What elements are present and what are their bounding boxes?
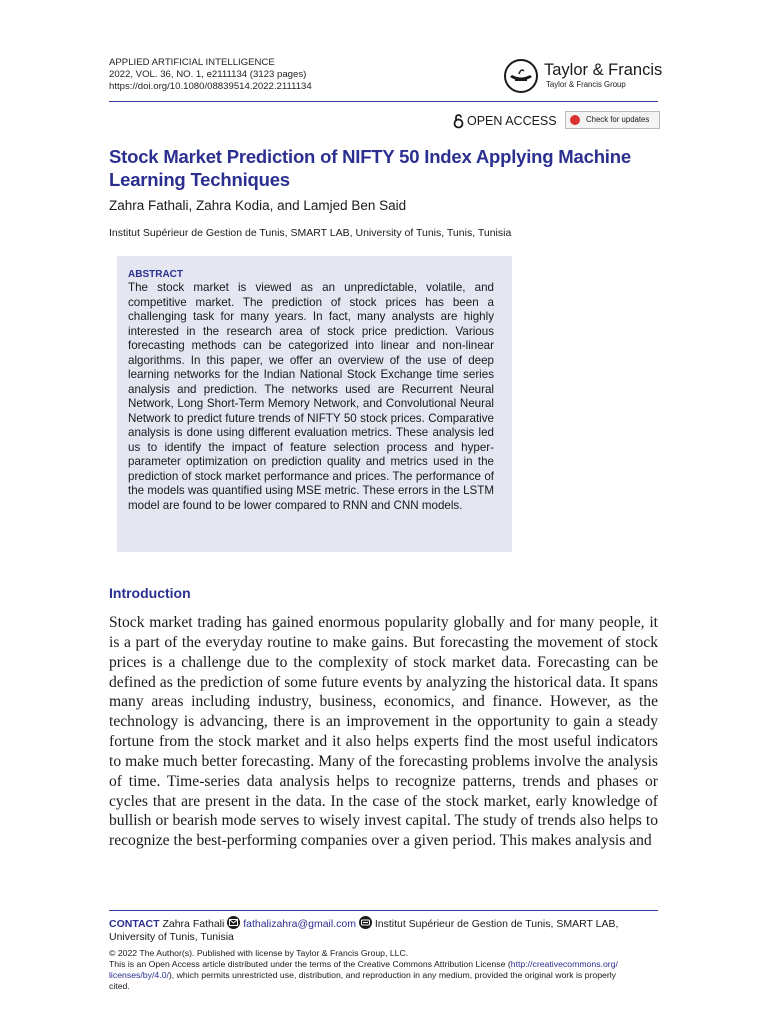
license-pre: This is an Open Access article distributed under the terms of the Creative Commons Attribution License (: [109, 959, 511, 969]
publisher-sub: Taylor & Francis Group: [546, 80, 626, 89]
license-text: [109, 959, 661, 992]
footer-rule: [109, 910, 658, 911]
title-line-1: Stock Market Prediction of NIFTY 50 Index Applying Machine: [109, 146, 631, 167]
license-post-1: ), which permits unrestricted use, distribution, and reproduction in any medium, provided the original work is properly: [168, 970, 617, 980]
abstract-heading: ABSTRACT: [128, 269, 183, 280]
contact-address-line2: University of Tunis, Tunisia: [109, 931, 234, 943]
contact-email-link[interactable]: fathalizahra@gmail.com: [243, 918, 356, 930]
license-link-part1[interactable]: http://creativecommons.org/: [510, 959, 618, 969]
open-access-icon: [453, 113, 464, 134]
affiliation: Institut Supérieur de Gestion de Tunis, SMART LAB, University of Tunis, Tunis, Tunisia: [109, 227, 512, 239]
check-updates-icon: [570, 115, 580, 125]
contact-label: CONTACT: [109, 918, 160, 930]
check-updates-label: Check for updates: [586, 115, 650, 124]
doi-link[interactable]: https://doi.org/10.1080/08839514.2022.2111134: [109, 81, 312, 92]
journal-name: APPLIED ARTIFICIAL INTELLIGENCE: [109, 57, 275, 68]
license-post-2: cited.: [109, 981, 130, 991]
introduction-text: Stock market trading has gained enormous popularity globally and for many people, it is a part of the everyday routine to make gains. But forecasting the movement of stock prices is a challenge due to the complexity of stock market data. Forecasting can be defined as the prediction of some future events by analyzing the historical data. It spans many areas including industry, business, economics, and finance. However, as the technology is advancing, there is an improvement in the opportunity to gain a steady fortune from the stock market and it also helps experts find the most useful indicators to make much better forecasting. Many of the forecasting problems involve the analysis of time. Time-series data analysis helps to recognize patterns, trends and phases or cycles that are present in the data. In the case of the stock market, early knowledge of bullish or bearish mode serves to wisely invest capital. The study of trends also helps to recognize the best-performing companies over a given period. This makes analysis and: [109, 614, 658, 850]
authors: Zahra Fathali, Zahra Kodia, and Lamjed Ben Said: [109, 198, 407, 213]
email-icon: [227, 916, 240, 929]
abstract-text: The stock market is viewed as an unpredictable, volatile, and competitive market. The prediction of stock prices has been a challenging task for many years. In fact, many analysts are highly interested in the research area of stock price prediction. Various forecasting methods can be categorized into linear and non-linear algorithms. In this paper, we offer an overview of the use of deep learning networks for the Indian National Stock Exchange time series analysis and prediction. The networks used are Recurrent Neural Network, Long Short-Term Memory Network, and Convolutional Neural Network to predict future trends of NIFTY 50 stock prices. Comparative analysis is done using different evaluation metrics. These analysis led us to identify the impact of feature selection process and hyper-parameter optimization on prediction quality and metrics used in the prediction of stock market performance and prices. The performance of the models was quantified using MSE metric. These errors in the LSTM model are found to be lower compared to RNN and CNN models.: [128, 281, 494, 512]
publisher-logo[interactable]: [503, 58, 539, 99]
license-link-part2[interactable]: licenses/by/4.0/: [109, 970, 169, 980]
introduction-heading: Introduction: [109, 585, 191, 601]
publisher-name: Taylor & Francis: [544, 61, 663, 79]
address-icon: [359, 916, 372, 929]
article-title: [109, 145, 669, 191]
contact-address-line1: Institut Supérieur de Gestion de Tunis, SMART LAB,: [374, 918, 619, 930]
title-line-2: Learning Techniques: [109, 169, 290, 190]
contact-name: Zahra Fathali: [162, 918, 225, 930]
check-for-updates-button[interactable]: [565, 111, 660, 129]
publisher-lamp-icon: [503, 58, 539, 94]
contact-block: [109, 916, 658, 944]
copyright-line: © 2022 The Author(s). Published with license by Taylor & Francis Group, LLC.: [109, 948, 409, 958]
open-access-label: OPEN ACCESS: [467, 114, 557, 128]
header-rule: [109, 101, 658, 102]
volume-line: 2022, VOL. 36, NO. 1, e2111134 (3123 pages): [109, 69, 307, 80]
